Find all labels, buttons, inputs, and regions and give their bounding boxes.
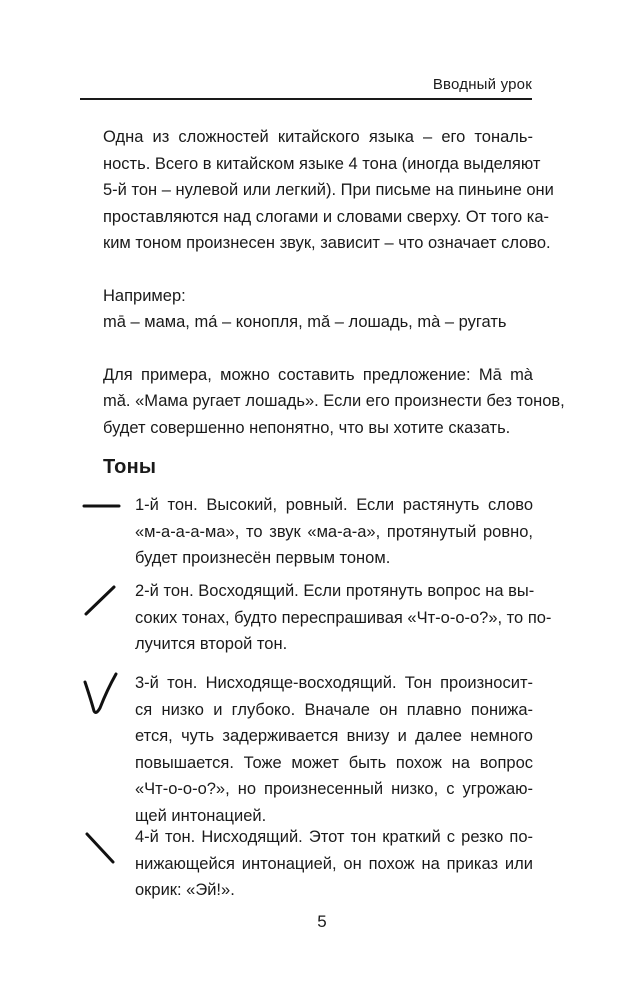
text-line: 4-й тон. Нисходящий. Этот тон краткий с резко по- (135, 828, 533, 846)
text-line: ется, чуть задерживается внизу и далее немного (135, 727, 533, 745)
text-line: ность. Всего в китайском языке 4 тона (иногда выделяют (103, 154, 541, 173)
example-label: Например: (103, 286, 186, 305)
dipping-check-icon (78, 668, 124, 720)
text-line: будет произнесён первым тоном. (135, 549, 391, 567)
text-line: лучится второй тон. (135, 635, 288, 653)
text-line: Для примера, можно составить предложение: Mā mà (103, 365, 533, 384)
text-line: повышается. Тоже может быть похож на вопрос (135, 753, 533, 772)
text-line: ся низко и глубоко. Вначале он плавно понижа- (135, 700, 533, 719)
example-words: mā – мама, má – конопля, mǎ – лошадь, mà – ругать (103, 313, 507, 331)
text-line: 3-й тон. Нисходяще-восходящий. Тон произносит- (135, 674, 533, 692)
sentence-paragraph (103, 362, 565, 442)
text-line: «м-а-а-а-ма», то звук «ма-а-а», протянутый ровно, (135, 522, 533, 541)
text-line: соких тонах, будто переспрашивая «Чт-о-о-о?», то по- (135, 608, 552, 627)
text-line: 5-й тон – нулевой или легкий). При письме на пиньине они (103, 181, 554, 199)
tone-3-description (135, 670, 533, 829)
text-line: проставляются над слогами и словами сверху. От того ка- (103, 207, 550, 226)
tones-heading: Тоны (103, 456, 157, 478)
text-line: Одна из сложностей китайского языка – его тональ- (103, 128, 533, 146)
text-line: ким тоном произнесен звук, зависит – что означает слово. (103, 234, 551, 252)
text-line: нижающейся интонацией, он похож на приказ или (135, 854, 533, 873)
text-line: окрик: «Эй!». (135, 881, 235, 899)
text-line: будет совершенно непонятно, что вы хотите сказать. (103, 418, 511, 437)
falling-line-icon (78, 824, 124, 876)
page-number: 5 (317, 912, 327, 931)
text-line: mǎ. «Мама ругает лошадь». Если его произнести без тонов, (103, 392, 565, 410)
level-line-icon (78, 482, 124, 534)
example-paragraph (103, 283, 533, 336)
text-line: «Чт-о-о-о?», но произнесенный низко, с угрожаю- (135, 780, 533, 798)
running-header (80, 74, 532, 100)
text-line: 2-й тон. Восходящий. Если протянуть вопрос на вы- (135, 582, 535, 600)
tone-2-description (135, 578, 552, 658)
text-line: щей интонацией. (135, 806, 267, 825)
tone-4-description (135, 824, 533, 904)
tone-1-description (135, 492, 533, 572)
section-title: Вводный урок (432, 76, 532, 93)
main-text (103, 124, 565, 467)
rising-line-icon (78, 578, 124, 630)
intro-paragraph (103, 124, 554, 257)
text-line: 1-й тон. Высокий, ровный. Если растянуть слово (135, 496, 533, 514)
